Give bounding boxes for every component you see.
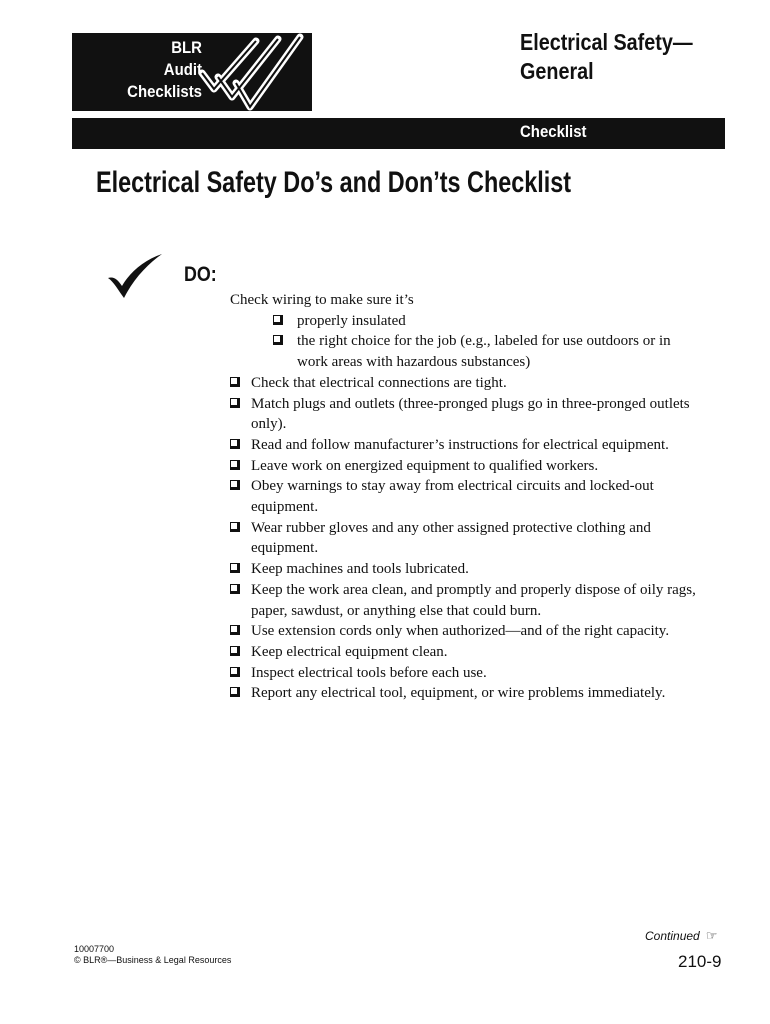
list-item-text: Read and follow manufacturer’s instructions for electrical equipment.	[251, 436, 669, 453]
list-item-text: Keep electrical equipment clean.	[251, 643, 448, 660]
list-item	[230, 373, 700, 394]
list-item	[230, 642, 700, 663]
checklist-intro: Check wiring to make sure it’s	[230, 292, 414, 308]
list-item-text: Match plugs and outlets (three-pronged plugs go in three-pronged outlets only).	[251, 395, 690, 433]
list-item	[230, 683, 700, 704]
list-item-text: Check that electrical connections are tight.	[251, 374, 507, 391]
checkbox-icon[interactable]	[230, 625, 240, 635]
section-title-line-2: General	[520, 58, 594, 84]
checkbox-icon[interactable]	[230, 646, 240, 656]
list-item	[230, 476, 700, 517]
checkbox-icon[interactable]	[273, 315, 283, 325]
list-item	[273, 311, 700, 332]
list-item	[230, 394, 700, 435]
list-item	[230, 580, 700, 621]
continued-label: Continued	[645, 929, 700, 943]
checkbox-icon[interactable]	[230, 687, 240, 697]
checkbox-icon[interactable]	[230, 460, 240, 470]
checkbox-icon[interactable]	[230, 584, 240, 594]
list-item	[230, 518, 700, 559]
page-title: Electrical Safety Do’s and Don’ts Checklist	[96, 166, 572, 199]
do-checklist	[230, 290, 700, 704]
footer-info	[74, 944, 231, 966]
list-item	[230, 663, 700, 684]
checklist-bar	[72, 118, 725, 149]
list-item-text: Use extension cords only when authorized—and of the right capacity.	[251, 623, 670, 640]
list-item-text: Report any electrical tool, equipment, or wire problems immediately.	[251, 685, 666, 702]
list-item-text: the right choice for the job (e.g., labeled for use outdoors or in work areas with hazardous substances)	[297, 333, 671, 371]
list-item-text: Keep machines and tools lubricated.	[251, 561, 469, 578]
list-item-text: Obey warnings to stay away from electrical circuits and locked-out equipment.	[251, 478, 654, 516]
logo-line-2: Audit	[163, 60, 202, 79]
blr-logo	[72, 33, 312, 111]
checkbox-icon[interactable]	[230, 667, 240, 677]
list-item-text: Inspect electrical tools before each use.	[251, 664, 487, 681]
section-title	[520, 28, 709, 86]
copyright: © BLR®—Business & Legal Resources	[74, 955, 232, 965]
triple-check-icon	[196, 33, 312, 111]
checkbox-icon[interactable]	[230, 377, 240, 387]
list-item	[230, 435, 700, 456]
list-item-text: properly insulated	[297, 312, 406, 329]
checkbox-icon[interactable]	[230, 480, 240, 490]
logo-text	[105, 37, 202, 103]
logo-line-3: Checklists	[127, 82, 202, 101]
pointing-hand-icon: ☞	[705, 928, 718, 943]
logo-line-1: BLR	[171, 38, 202, 57]
list-item	[230, 559, 700, 580]
do-heading: DO:	[184, 263, 217, 286]
list-item	[230, 621, 700, 642]
section-title-line-1: Electrical Safety—	[520, 29, 693, 55]
wiring-sub-list	[230, 311, 700, 373]
list-item-text: Wear rubber gloves and any other assigned protective clothing and equipment.	[251, 519, 651, 557]
checkbox-icon[interactable]	[273, 335, 283, 345]
list-item-text: Keep the work area clean, and promptly and properly dispose of oily rags, paper, sawdust, or anything else that could burn.	[251, 581, 696, 619]
document-code: 10007700	[74, 944, 115, 954]
bar-label: Checklist	[520, 122, 587, 141]
checkbox-icon[interactable]	[230, 439, 240, 449]
checkbox-icon[interactable]	[230, 398, 240, 408]
checkbox-icon[interactable]	[230, 522, 240, 532]
continued-note	[645, 928, 717, 944]
page-number: 210-9	[678, 952, 722, 971]
checkbox-icon[interactable]	[230, 563, 240, 573]
list-item	[230, 456, 700, 477]
checkmark-icon	[108, 254, 164, 298]
list-item-text: Leave work on energized equipment to qualified workers.	[251, 457, 599, 474]
list-item	[273, 331, 700, 372]
